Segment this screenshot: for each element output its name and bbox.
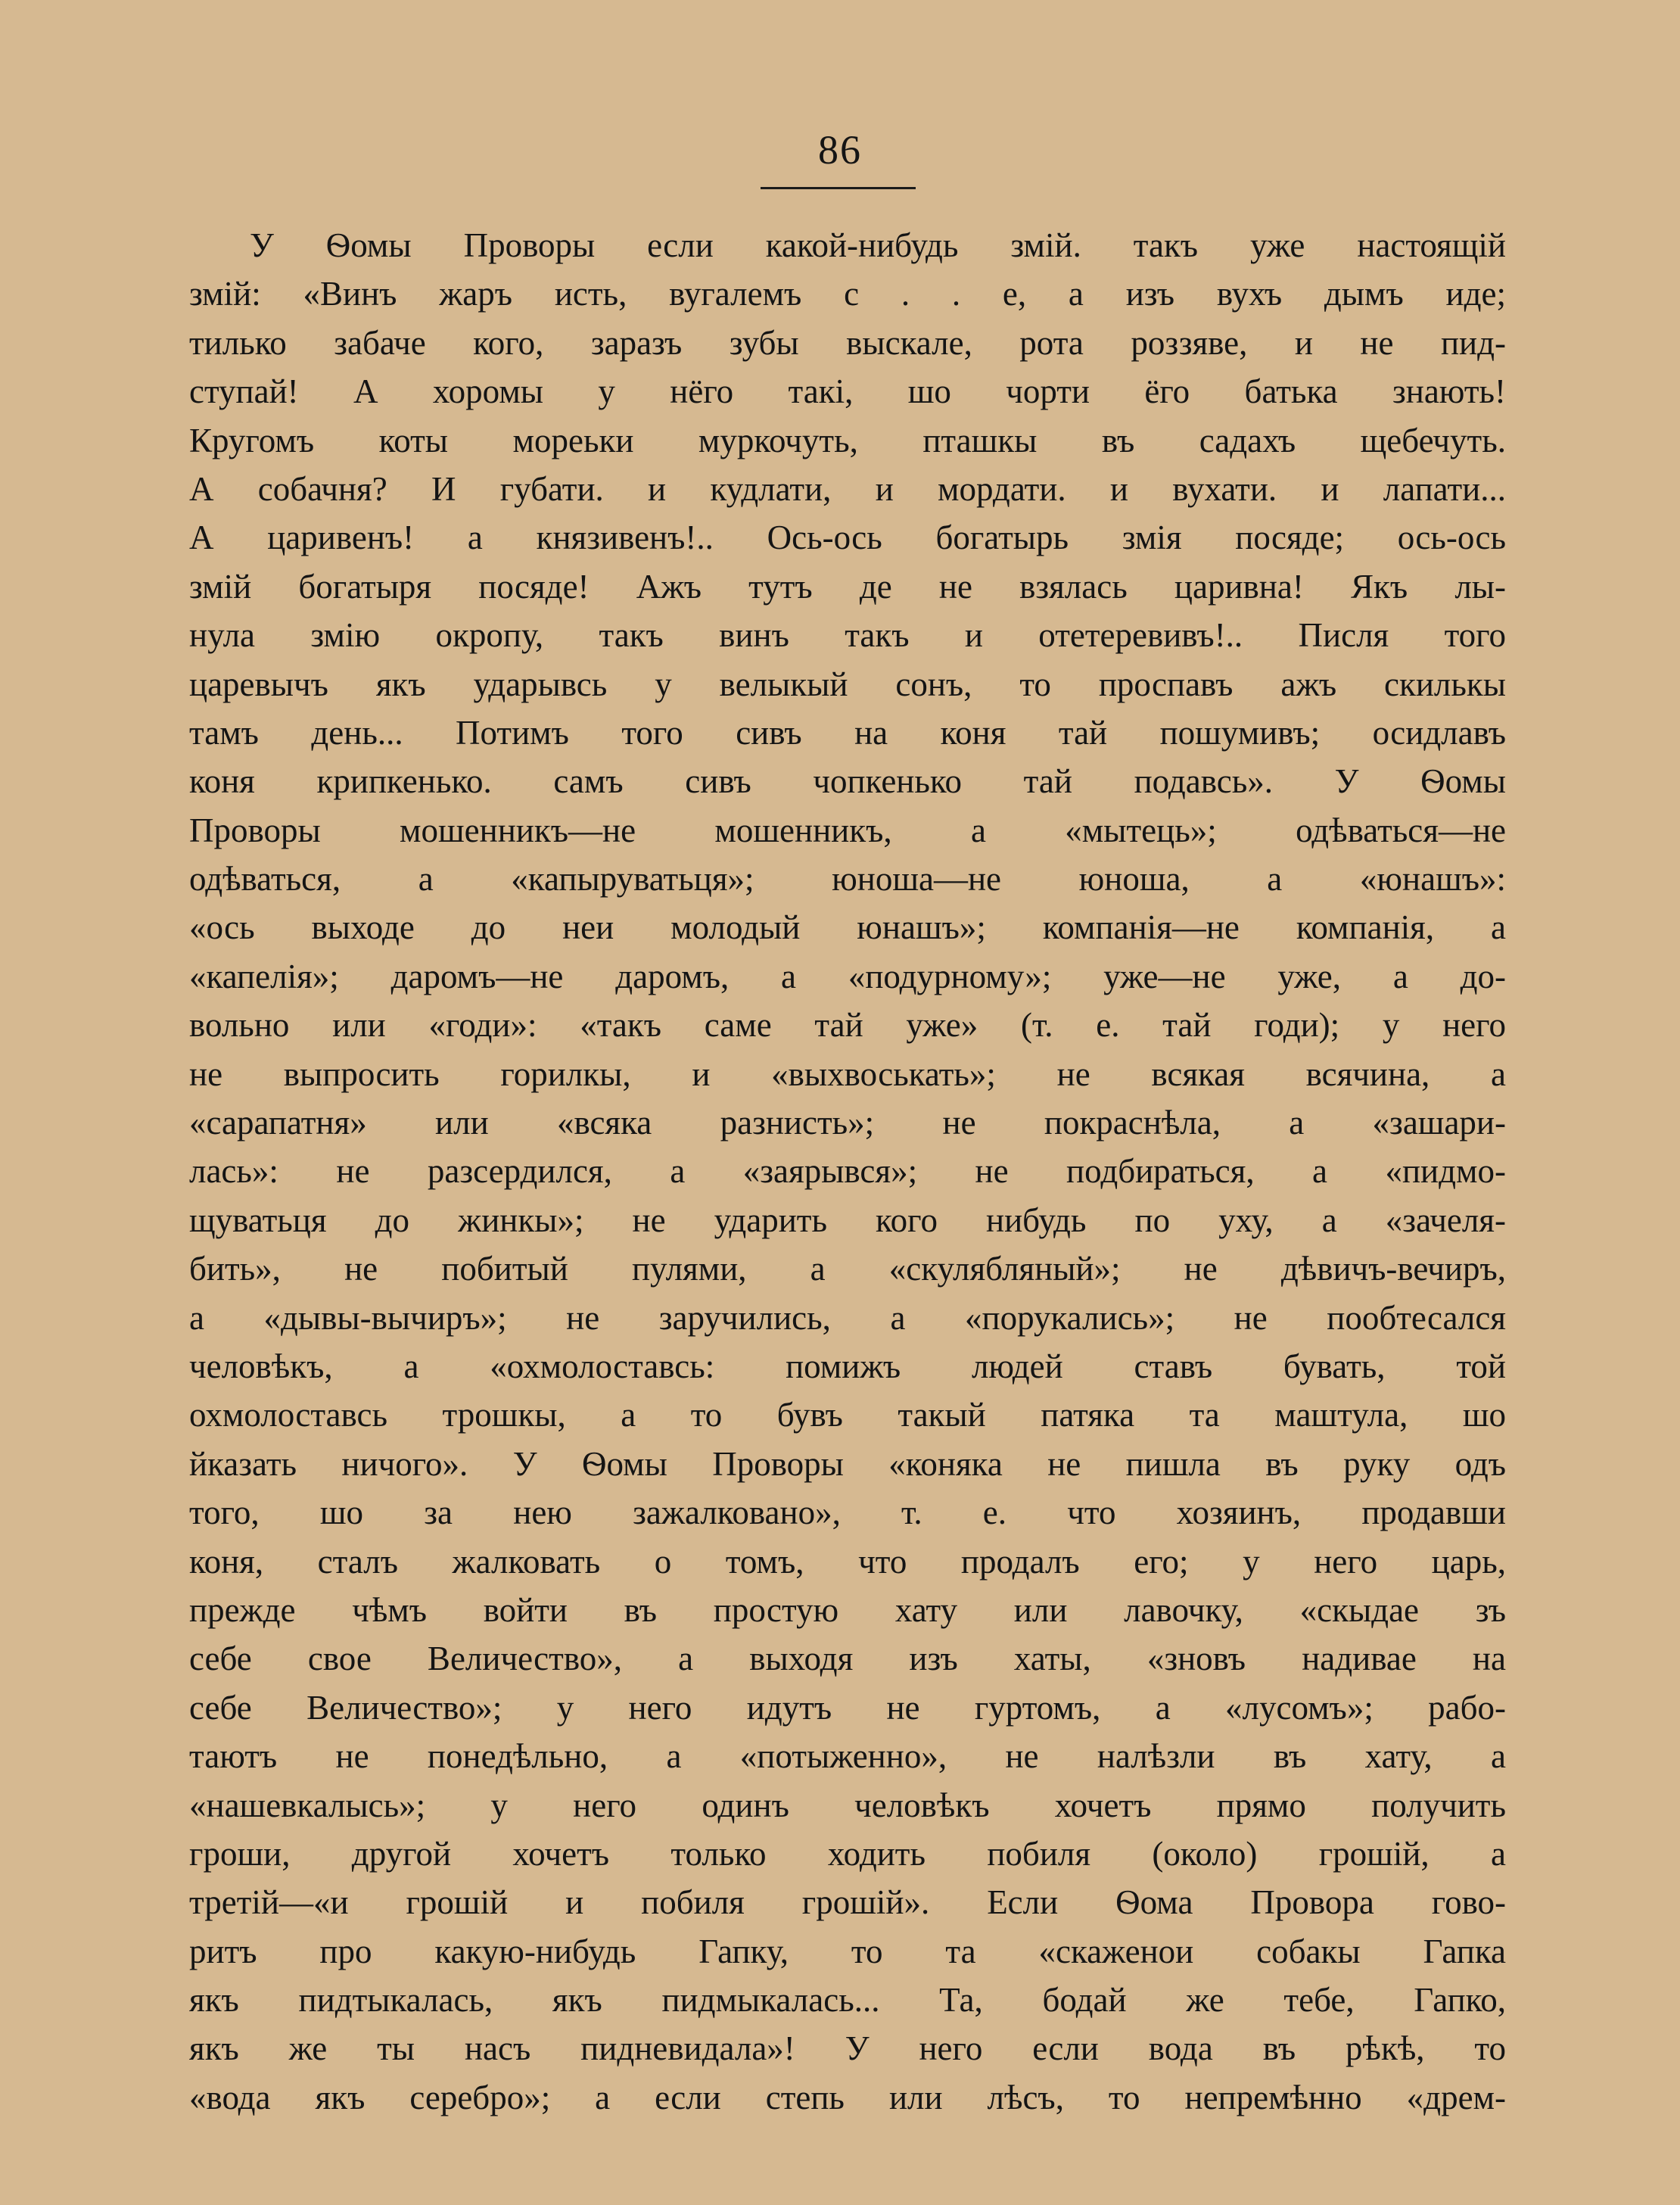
text-line: ступай! А хоромы у нёго такі, шо чорти ёго батька знають! <box>189 372 1506 411</box>
text-line: Проворы мошенникъ—не мошенникъ, а «мытець»; одѣваться—не <box>189 811 1506 849</box>
text-line: ритъ про какую-нибудь Гапку, то та «скаженои собакы Гапка <box>189 1932 1506 1970</box>
text-line: якъ же ты насъ пидневидала»! У него если вода въ рѣкѣ, то <box>189 2029 1506 2068</box>
text-line: одѣваться, а «капыруватьця»; юноша—не юноша, а «юнашъ»: <box>189 860 1506 899</box>
text-line: А царивенъ! а князивенъ!.. Ось-ось богатырь змія посяде; ось-ось <box>189 519 1506 557</box>
text-line: человѣкъ, а «охмолоставсь: помижъ людей ставъ бувать, той <box>189 1347 1506 1385</box>
text-line: охмолоставсь трошкы, а то бувъ такый патяка та маштула, шо <box>189 1396 1506 1434</box>
text-line: «капелія»; даромъ—не даромъ, а «подурному»; уже—не уже, а до- <box>189 957 1506 995</box>
text-line: себе свое Величество», а выходя изъ хаты, «зновъ надивае на <box>189 1640 1506 1678</box>
text-line: того, шо за нею зажалковано», т. е. что хозяинъ, продавши <box>189 1493 1506 1532</box>
text-line: себе Величество»; у него идутъ не гуртомъ, а «лусомъ»; рабо- <box>189 1688 1506 1727</box>
text-line: царевычъ якъ ударывсь у велыкый сонъ, то проспавъ ажъ скилькы <box>189 665 1506 703</box>
text-line: тилько забаче кого, заразъ зубы выскале, рота роззяве, и не пид- <box>189 323 1506 362</box>
page-number: 86 <box>818 127 862 173</box>
text-line: не выпросить горилкы, и «выхвоськать»; не всякая всячина, а <box>189 1054 1506 1093</box>
text-line: лась»: не разсердился, а «заярывся»; не подбираться, а «пидмо- <box>189 1152 1506 1191</box>
text-line: У Ѳомы Проворы если какой-нибудь змій. такъ уже настоящій <box>250 226 1506 264</box>
text-line: коня, сталъ жалковать о томъ, что продалъ его; у него царь, <box>189 1542 1506 1581</box>
text-line: змій: «Винъ жаръ исть, вугалемъ с . . е, а изъ вухъ дымъ иде; <box>189 275 1506 313</box>
text-line: «нашевкалысь»; у него одинъ человѣкъ хочетъ прямо получить <box>189 1786 1506 1824</box>
text-line: а «дывы-вычиръ»; не заручились, а «порукались»; не пообтесался <box>189 1298 1506 1337</box>
text-line: коня крипкенько. самъ сивъ чопкенько тай подавсь». У Ѳомы <box>189 762 1506 801</box>
text-line: змій богатыря посяде! Ажъ тутъ де не взялась царивна! Якъ лы- <box>189 567 1506 606</box>
text-line: «сарапатня» или «всяка разнисть»; не покраснѣла, а «зашари- <box>189 1104 1506 1142</box>
text-line: прежде чѣмъ войти въ простую хату или лавочку, «скыдае зъ <box>189 1590 1506 1629</box>
text-line: тамъ день... Потимъ того сивъ на коня тай пошумивъ; осидлавъ <box>189 713 1506 752</box>
text-line: таютъ не понедѣльно, а «потыженно», не налѣзли въ хату, а <box>189 1737 1506 1776</box>
text-line: Кругомъ коты мореьки муркочуть, пташкы въ садахъ щебечуть. <box>189 421 1506 459</box>
text-line: щуватьця до жинкы»; не ударить кого нибудь по уху, а «зачеля- <box>189 1201 1506 1239</box>
text-line: гроши, другой хочетъ только ходить побиля (около) грошій, а <box>189 1834 1506 1873</box>
body-text <box>189 221 1506 2122</box>
text-line: «ось выходе до неи молодый юнашъ»; компанія—не компанія, а <box>189 908 1506 947</box>
text-line: «вода якъ серебро»; а если степь или лѣсъ, то непремѣнно «дрем- <box>189 2078 1506 2116</box>
text-line: третій—«и грошій и побиля грошій». Если Ѳома Провора гово- <box>189 1883 1506 1922</box>
page-number-rule <box>761 187 916 189</box>
text-line: йказать ничого». У Ѳомы Проворы «коняка не пишла въ руку одъ <box>189 1444 1506 1483</box>
text-line: якъ пидтыкалась, якъ пидмыкалась... Та, бодай же тебе, Гапко, <box>189 1981 1506 2020</box>
text-line: А собачня? И губати. и кудлати, и мордати. и вухати. и лапати... <box>189 469 1506 508</box>
text-line: вольно или «годи»: «такъ саме тай уже» (т. е. тай годи); у него <box>189 1006 1506 1045</box>
text-line: нула змію окропу, такъ винъ такъ и отетеревивъ!.. Писля того <box>189 616 1506 655</box>
text-line: бить», не побитый пулями, а «скулябляный»; не дѣвичъ-вечиръ, <box>189 1250 1506 1288</box>
